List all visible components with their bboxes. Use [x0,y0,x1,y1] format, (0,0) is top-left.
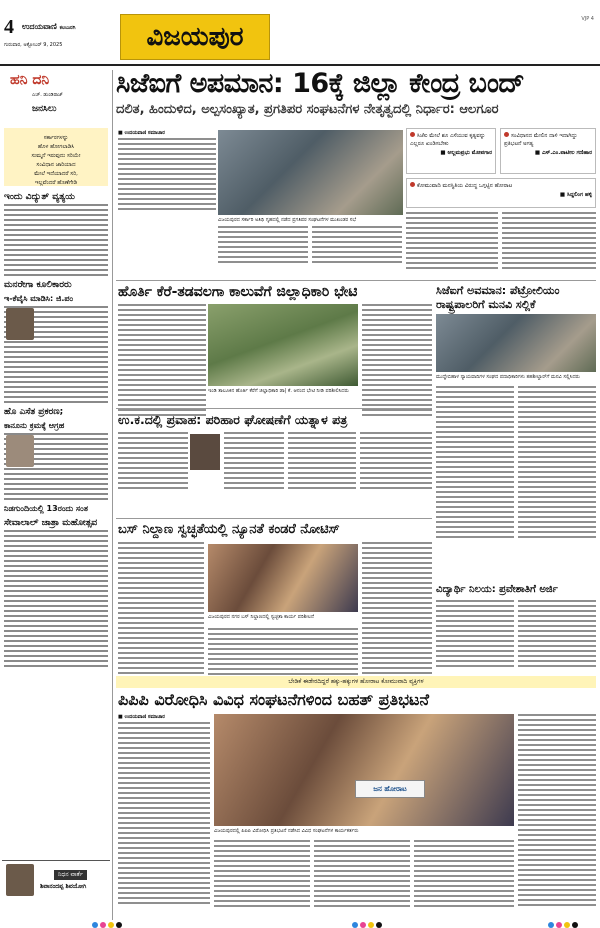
story-d [118,522,340,537]
column-author: ಎಚ್. ಡುಂಡಿರಾಜ್ [32,92,63,98]
quote-author: ■ ಅಲ್ಲಮಪ್ರಭು ಮೋಪಗಾರ [440,150,492,156]
lead-subhead: ದಲಿತ, ಹಿಂದುಳಿದ, ಅಲ್ಪಸಂಖ್ಯಾತ, ಪ್ರಗತಿಪರ ಸಂಘಟನೆಗಳ ನೇತೃತ್ವದಲ್ಲಿ ನಿರ್ಧಾರ: ಆಲಗೂರ [116,102,499,117]
quote-box: ಸಂವಿಧಾನದ ಮೇಲಿನ ದಾಳಿ ಇದಾಗಿದ್ದು ಪ್ರತಿಭಟನೆ ಅಗತ್ಯ ■ ಎಸ್.ಎಂ.ಪಾಟೀಲ ಗಣಿಹಾರ [500,128,596,174]
poem-line: ಸರ್ಕಾರಗಳನ್ನು [43,135,69,141]
lead-body-col [118,138,216,213]
strapline: ಬೇಡಿಕೆ ಈಡೇರದಿದ್ದರೆ ಹಕ್ಕು-ಹಕ್ಕುಗಳ ಹೋರಾಟ ಕೋಮುವಾದಿ ವ್ಯಕ್ತಿಗಳ [116,676,596,688]
story-heading: ನಿಡಗುಂದಿಯಲ್ಲಿ 13ರಂದು ಸಂತ [4,504,88,513]
story-a-headline: ಹೊರ್ತಿ ಕೆರೆ-ತಡವಲಗಾ ಕಾಲುವೆಗೆ ಜಿಲ್ಲಾಧಿಕಾರಿ ಭೇಟಿ [118,284,358,300]
story-d-headline: ಬಸ್ ನಿಲ್ದಾಣ ಸ್ವಚ್ಛತೆಯಲ್ಲಿ ನ್ಯೂನತೆ ಕಂಡರೆ ನೋಟಿಸ್ [118,522,340,537]
story-c [118,412,347,428]
bottom-photo [214,714,514,826]
obituary-name: ಶಿವಾನಂದಪ್ಪ ಶಿವಯೋಗಿ [40,883,87,890]
lead-headline: ಸಿಜೆಐಗೆ ಅಪಮಾನ: 16ಕ್ಕೆ ಜಿಲ್ಲಾ ಕೇಂದ್ರ ಬಂದ್ [116,68,525,99]
obituary-box [2,860,110,920]
quote-box: ಸಿಜೆಐ ಮೇಲೆ ಶೂ ಎಸೆಯುವ ಕೃತ್ಯವನ್ನು ಎಲ್ಲರೂ ಖಂಡಿಸಬೇಕು ■ ಅಲ್ಲಮಪ್ರಭು ಮೋಪಗಾರ [406,128,496,174]
story-c-headline: ಉ.ಕ.ದಲ್ಲಿ ಪ್ರವಾಹ: ಪರಿಹಾರ ಘೋಷಣೆಗೆ ಯತ್ನಾಳ ಪತ್ರ [118,412,348,427]
story-e-body [436,600,514,670]
obituary-tag: ನಿಧನ ವಾರ್ತೆ [54,870,87,880]
bottom-body [214,840,310,910]
page-number: 4 [4,16,14,38]
poem-line: ಸಂವಿಧಾನ ಜಾರಿಯಾದ [36,162,76,168]
story-d-caption: ವಿಜಯಪುರದ ನಗರ ಬಸ್ ನಿಲ್ದಾಣದಲ್ಲಿ ಸ್ವಚ್ಛತಾ ಕಾರ್ಯ ಪರಿಶೀಲನೆ [208,614,314,620]
story-d-photo [208,544,358,612]
story-b-body [518,386,596,541]
story-d-body [208,628,358,683]
byline: ■ ಉದಯವಾಣಿ ಸಮಾಚಾರ [118,130,165,136]
quote-marker-icon [410,132,415,137]
story-a [118,284,357,300]
story-b-body [436,386,514,541]
page-code: VJP 4 [581,16,594,22]
story-c-body [288,432,356,492]
story-heading: ಇಂದು ವಿದ್ಯುತ್ ವ್ಯತ್ಯಯ [4,192,75,202]
story-b-caption: ಮುದ್ದೇಬಿಹಾಳ ನ್ಯಾಯವಾದಿಗಳ ಸಂಘದ ಪದಾಧಿಕಾರಿಗಳು ತಹಶೀಲ್ದಾರ್‌ಗೆ ಮನವಿ ಸಲ್ಲಿಸಿದರು [436,374,580,380]
bottom-body [314,840,410,910]
lead-caption: ವಿಜಯಪುರದ ಸರ್ಕಾರಿ ಅತಿಥಿ ಗೃಹದಲ್ಲಿ ನಡೆದ ಪ್ರಗತಿಪರ ಸಂಘಟನೆಗಳ ಮುಖಂಡರ ಸಭೆ [218,217,357,223]
left-column [2,70,110,920]
story-b-headline-2: ರಾಷ್ಟ್ರಪಾಲರಿಗೆ ಮನವಿ ಸಲ್ಲಿಕೆ [436,298,536,311]
story-b [436,284,598,312]
byline: ■ ಉದಯವಾಣಿ ಸಮಾಚಾರ [118,714,165,720]
story-a-photo [208,304,358,386]
portrait-photo [6,308,34,340]
masthead-rule [0,64,600,66]
quote-marker-icon [504,132,509,137]
quote-author: ■ ಎಸ್.ಎಂ.ಪಾಟೀಲ ಗಣಿಹಾರ [534,150,592,156]
column-logo: ಹನಿ ದನಿ [10,72,50,88]
story-c-body [118,432,188,492]
story-e-headline: ವಿದ್ಯಾರ್ಥಿ ನಿಲಯ: ಪ್ರವೇಶಾತಿಗೆ ಅರ್ಜಿ [436,584,558,595]
print-registration-marks [548,913,580,928]
story-c-body [360,432,432,492]
story-body [4,530,108,667]
story-heading: ಮನರೇಗಾ ಕೂಲಿಕಾರರು [4,280,72,290]
story-b-headline: ಸಿಜೆಐಗೆ ಅವಮಾನ: ಪೆಟ್ರೋಲಿಯಂ [436,284,560,297]
story-e-body [518,600,596,670]
portrait-photo [6,435,34,467]
poem-line: ಸುಮ್ಮನೆ ಇರುವುದು ಸರಿಯೇ [31,153,81,159]
story-a-body [118,304,206,419]
bottom-caption: ವಿಜಯಪುರದಲ್ಲಿ ಪಿಪಿಪಿ ವಿರೋಧಿಸಿ ಪ್ರತಿಭಟನೆ ನಡೆಸಿದ ವಿವಿಧ ಸಂಘಟನೆಗಳ ಕಾರ್ಯಕರ್ತರು [214,828,359,834]
story-c-body [224,432,284,492]
section-rule [116,408,432,409]
story-d-body [118,542,204,677]
lead-story [116,68,598,117]
lead-photo [218,130,403,215]
quote-marker-icon [410,182,415,187]
bottom-body [118,722,210,907]
print-registration-marks [92,913,124,928]
bottom-headline: ಪಿಪಿಪಿ ವಿರೋಧಿಸಿ ವಿವಿಧ ಸಂಘಟನೆಗಳಿಂದ ಬಹತ್ ಪ್ರತಿಭಟನೆ [118,690,429,709]
edition-banner: ವಿಜಯಪುರ [120,14,270,60]
section-rule [116,518,432,519]
poem-line: ಇಲ್ಲವೆಂದರೆ ಹೊಣೆಗೇಡಿ [34,180,78,186]
poem-box [4,128,108,186]
story-b-photo [436,314,596,372]
masthead [0,0,600,66]
dateline: ಗುರುವಾರ, ಅಕ್ಟೋಬರ್ 9, 2025 [4,42,63,48]
bottom-body [414,840,514,910]
story-body [4,433,108,500]
story-subheading: ಇ-ಕೆವೈಸಿ ಮಾಡಿಸಿ: ಜಿ.ಪಂ [4,294,74,303]
story-a-caption: ಇಂಡಿ ತಾಲೂಕಿನ ಹೊರ್ತಿ ಕೆರೆಗೆ ಜಿಲ್ಲಾಧಿಕಾರಿ ಡಾ| ಕೆ. ಆನಂದ ಭೇಟಿ ನೀಡಿ ಪರಿಶೀಲಿಸಿದರು [208,388,349,394]
story-subheading: ಕಾನೂನು ಕ್ರಮಕ್ಕೆ ಆಗ್ರಹ [4,421,65,430]
bottom-body [518,714,596,909]
print-registration-marks [352,913,384,928]
story-subheading: ಸೇವಾಲಾಲ್ ಜಾತ್ರಾ ಮಹೋತ್ಸವ [4,518,98,528]
column-rule [112,70,113,920]
paper-name: ಉದಯವಾಣಿ ಕಲಬುರಗಿ [22,22,76,31]
poem-line: ಹೊಳ ಹೋಗಲಾಡಿಸಿ [37,144,75,150]
story-body [4,306,108,403]
quote-box: ಕೋಮುವಾದಿ ಮನಸ್ಥಿತಿಯ ವಿರುದ್ಧ ಒಗ್ಗಟ್ಟಿನ ಹೋರಾಟ ■ ಸಿದ್ದಲಿಂಗ ಹಳ್ಳಿ [406,178,596,208]
section-rule [116,280,596,281]
portrait-photo [6,864,34,896]
quote-author: ■ ಸಿದ್ದಲಿಂಗ ಹಳ್ಳಿ [559,192,592,198]
story-body [4,204,108,276]
story-d-body [362,542,432,677]
story-heading: ಹೊ ಎಸೆತ ಪ್ರಕರಣ; [4,407,64,417]
story-a-body [362,304,432,419]
story-e [436,584,598,595]
poem-line: ಮೇಲೆ ಇದೆಯಾದರೆ ಸರಿ, [34,171,78,177]
politician-portrait [190,434,220,470]
lead-body-col [218,226,308,266]
honi-dani-box [2,70,110,128]
lead-body-col [406,212,498,272]
bottom-story [118,690,429,710]
lead-body-col [502,212,596,272]
lead-body-col [312,226,402,266]
column-word: ಜನಸಿಲು [32,104,57,114]
protest-banner: ಜನ ಹೋರಾಟ [355,780,425,798]
